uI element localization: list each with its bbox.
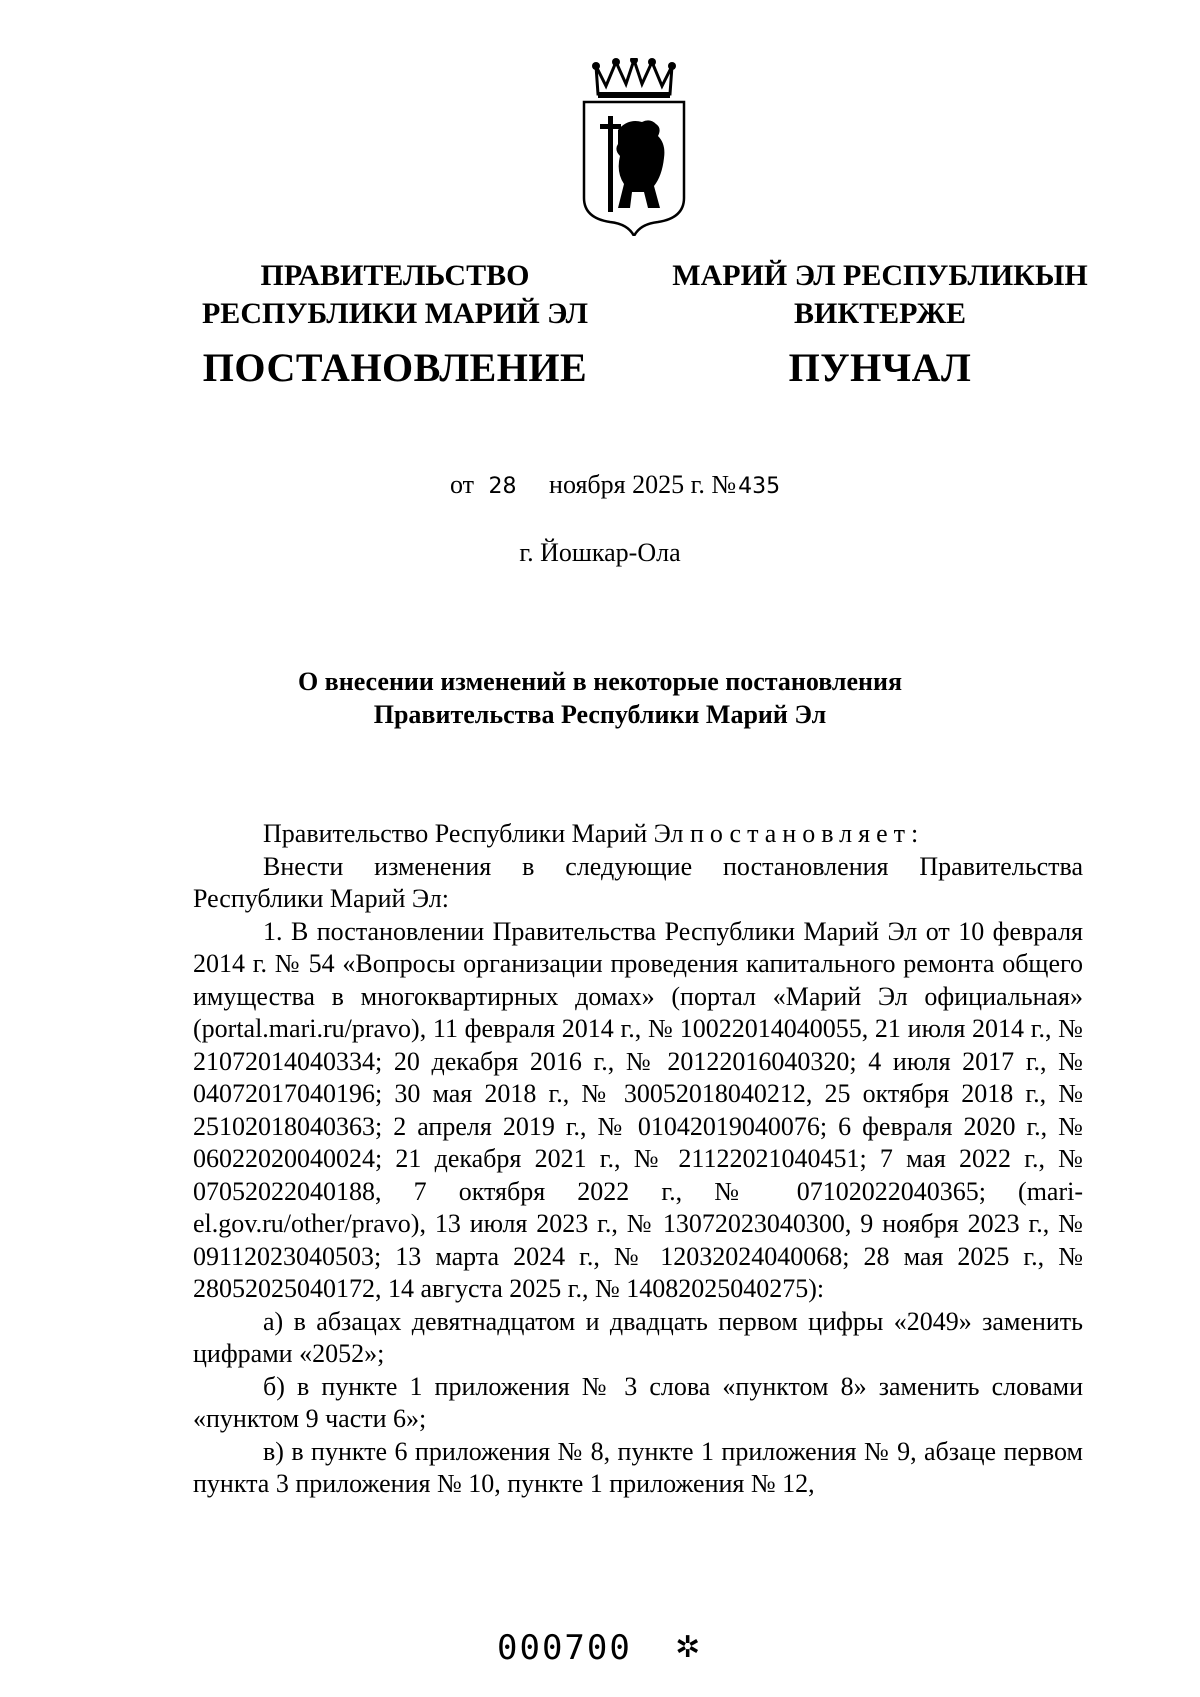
p1-prefix: Правительство Республики Марий Эл bbox=[263, 819, 690, 848]
body-paragraph-6: в) в пункте 6 приложения № 8, пункте 1 приложения № 9, абзаце первом пункта 3 приложения № 10, пункте 1 приложения № 12, bbox=[193, 1436, 1083, 1498]
body-paragraph-5: б) в пункте 1 приложения № 3 слова «пунктом 8» заменить словами «пунктом 9 части 6»; bbox=[193, 1371, 1083, 1433]
serial-number: 000700 bbox=[497, 1628, 632, 1668]
header-mari-line2: ВИКТЕРЖЕ bbox=[793, 297, 967, 330]
body-paragraph-1 bbox=[193, 818, 1083, 851]
date-day: 28 bbox=[488, 474, 517, 499]
asterisk-mark-icon: ✲ bbox=[675, 1630, 701, 1665]
header-ru-line1: ПРАВИТЕЛЬСТВО bbox=[260, 259, 530, 292]
title-line2: Правительства Республики Марий Эл bbox=[373, 700, 827, 729]
coat-of-arms-icon bbox=[578, 58, 690, 236]
body-paragraph-3: 1. В постановлении Правительства Республики Марий Эл от 10 февраля 2014 г. № 54 «Вопросы организации проведения капитального ремонта общего имущества в многоквартирных домах» (портал «Марий Эл официальная» (portal.mari.ru/pravo), 11 февраля 2014 г., № 10022014040055, 21 июля 2014 г., № 21072014040334; 20 декабря 2016 г., № 20122016040320; 4 июля 2017 г., № 04072017040196; 30 мая 2018 г., № 30052018040212, 25 октября 2018 г., № 25102018040363; 2 апреля 2019 г., № 01042019040076; 6 февраля 2020 г., № 06022020040024; 21 декабря 2021 г., № 21122021040451; 7 мая 2022 г., № 07052022040188, 7 октября 2022 г., № 07102022040365; (mari-el.gov.ru/other/pravo), 13 июля 2023 г., № 13072023040300, 9 ноября 2023 г., № 09112023040503; 13 марта 2024 г., № 12032024040068; 28 мая 2025 г., № 28052025040172, 14 августа 2025 г., № 14082025040275): bbox=[193, 916, 1083, 1303]
body-paragraph-4: а) в абзацах девятнадцатом и двадцать первом цифры «2049» заменить цифрами «2052»; bbox=[193, 1306, 1083, 1368]
date-prefix: от bbox=[450, 470, 475, 499]
date-month-year: ноября 2025 г. № bbox=[549, 470, 737, 499]
title-line1: О внесении изменений в некоторые постановления bbox=[297, 667, 903, 696]
p1-spaced: постановляет: bbox=[689, 819, 925, 848]
doc-type-ru: ПОСТАНОВЛЕНИЕ bbox=[202, 345, 588, 390]
city-name: г. Йошкар-Ола bbox=[519, 538, 681, 567]
body-paragraph-2: Внести изменения в следующие постановления Правительства Республики Марий Эл: bbox=[193, 851, 1083, 913]
header-ru-line2: РЕСПУБЛИКИ МАРИЙ ЭЛ bbox=[201, 297, 588, 330]
document-number: 435 bbox=[738, 474, 781, 499]
document-title bbox=[200, 665, 1000, 731]
date-line bbox=[450, 470, 780, 502]
header-mari-line1: МАРИЙ ЭЛ РЕСПУБЛИКЫН bbox=[672, 259, 1088, 292]
doc-type-mari: ПУНЧАЛ bbox=[788, 345, 972, 390]
document-body bbox=[193, 818, 1083, 1501]
